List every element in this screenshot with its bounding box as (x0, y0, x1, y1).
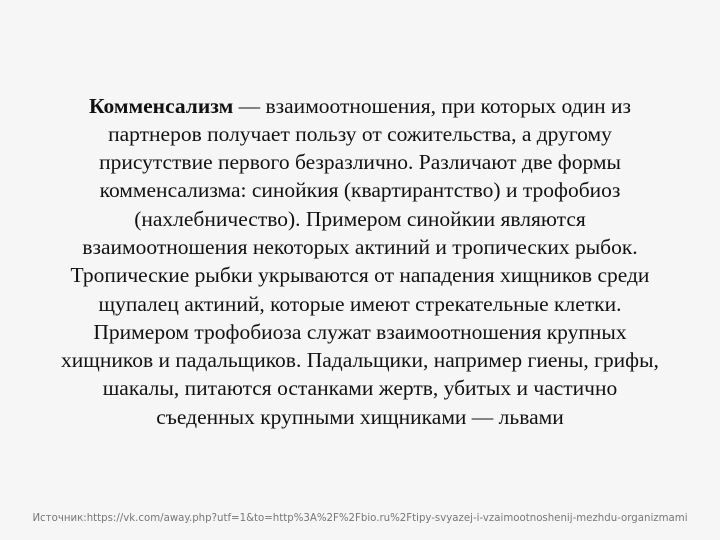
term-heading: Комменсализм (88, 93, 234, 118)
source-citation: Источник:https://vk.com/away.php?utf=1&to=http%3A%2F%2Fbio.ru%2Ftipy-svyazej-i-vzaimootnoshenij-mezhdu-organizmami (32, 513, 688, 524)
definition-text: — взаимоотношения, при которых один из партнеров получает пользу от сожительства, а другому присутствие первого безразлично. Различают две формы комменсализма: синойкия (квартирантство) и трофобиоз (нахлебничество). Примером синойкии являются взаимоотношения некоторых актиний и тропических рыбок. Тропические рыбки укрываются от нападения хищников среди щупалец актиний, которые имеют стрекательные клетки. Примером трофобиоза служат взаимоотношения крупных хищников и падальщиков. Падальщики, например гиены, грифы, шакалы, питаются останками жертв, убитых и частично съеденных крупными хищниками — львами (61, 93, 659, 429)
definition-paragraph (58, 92, 662, 432)
